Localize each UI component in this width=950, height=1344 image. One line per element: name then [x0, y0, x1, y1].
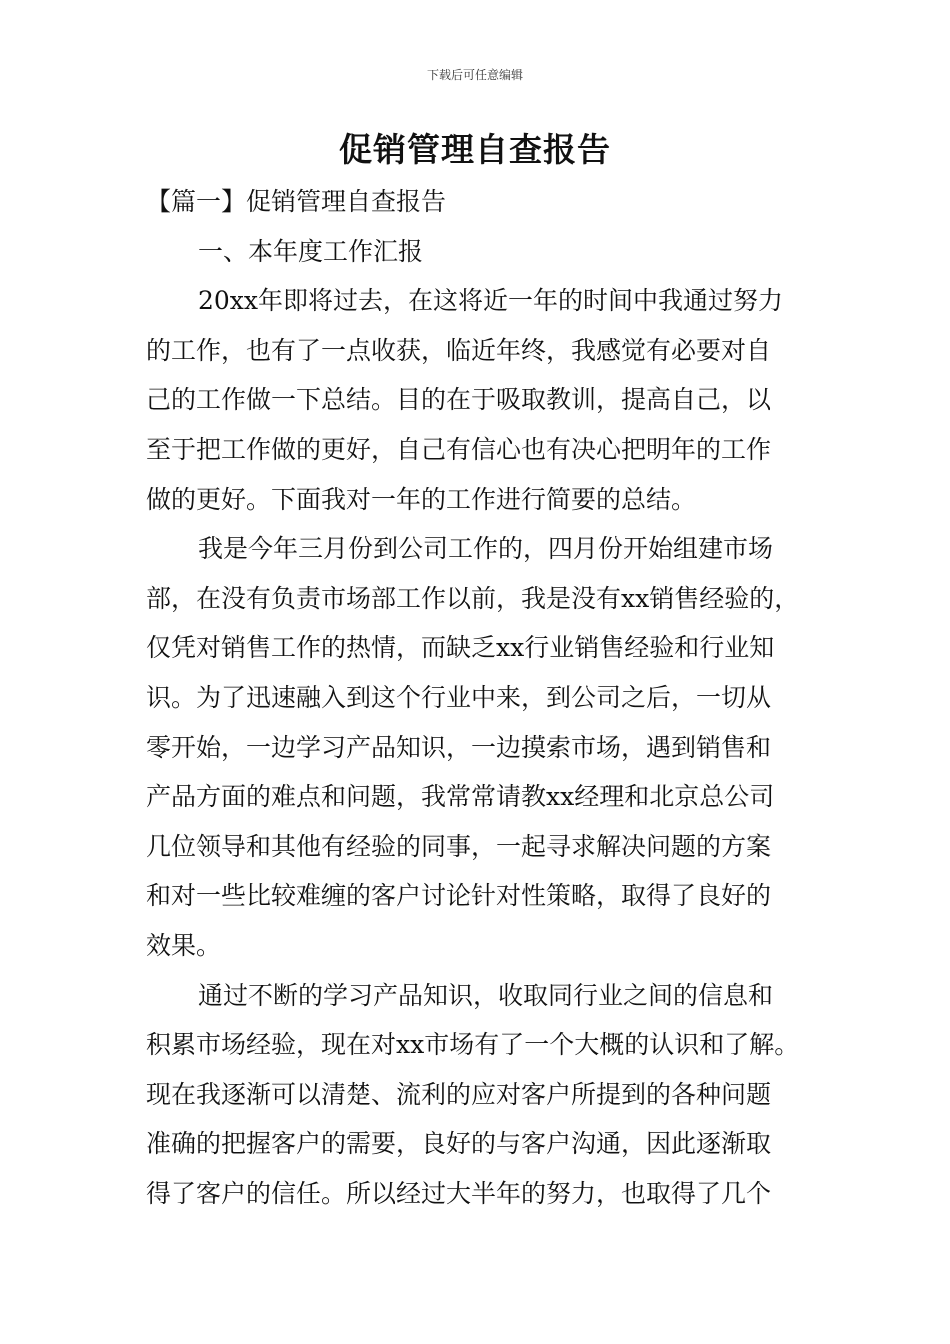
paragraph-line: 仅凭对销售工作的热情，而缺乏xx行业销售经验和行业知: [146, 633, 775, 663]
paragraph-line: 识。为了迅速融入到这个行业中来，到公司之后，一切从: [146, 682, 772, 712]
paragraph-line: 和对一些比较难缠的客户讨论针对性策略，取得了良好的: [146, 881, 772, 911]
paragraph-line: 至于把工作做的更好，自己有信心也有决心把明年的工作: [146, 434, 772, 464]
paragraph-line: 做的更好。下面我对一年的工作进行简要的总结。: [146, 484, 697, 514]
section-heading: 一、本年度工作汇报: [198, 236, 424, 266]
paragraph-line: 得了客户的信任。所以经过大半年的努力，也取得了几个: [146, 1178, 772, 1208]
paragraph-line: 准确的把握客户的需要，良好的与客户沟通，因此逐渐取: [146, 1129, 772, 1159]
section-label: 【篇一】促销管理自查报告: [146, 187, 447, 216]
paragraph-line: 积累市场经验，现在对xx市场有了一个大概的认识和了解。: [146, 1030, 800, 1060]
paragraph-line: 零开始，一边学习产品知识，一边摸索市场，遇到销售和: [146, 732, 772, 762]
paragraph-line: 几位领导和其他有经验的同事，一起寻求解决问题的方案: [146, 831, 772, 861]
paragraph-line: 己的工作做一下总结。目的在于吸取教训，提高自己，以: [146, 385, 772, 415]
document-body: [146, 177, 812, 1218]
paragraph-line: 效果。: [146, 930, 222, 960]
paragraph-line: 20xx年即将过去，在这将近一年的时间中我通过努力: [198, 286, 784, 316]
document-title: 促销管理自查报告: [339, 130, 611, 169]
paragraph-line: 现在我逐渐可以清楚、流利的应对客户所提到的各种问题: [146, 1079, 772, 1109]
paragraph-line: 我是今年三月份到公司工作的，四月份开始组建市场: [198, 534, 774, 564]
paragraph-line: 的工作，也有了一点收获，临近年终，我感觉有必要对自: [146, 335, 772, 365]
paragraph-line: 部，在没有负责市场部工作以前，我是没有xx销售经验的，: [146, 583, 800, 613]
header-note: 下载后可任意编辑: [426, 68, 523, 82]
paragraph-line: 产品方面的难点和问题，我常常请教xx经理和北京总公司: [146, 782, 775, 812]
paragraph-line: 通过不断的学习产品知识，收取同行业之间的信息和: [198, 980, 774, 1010]
